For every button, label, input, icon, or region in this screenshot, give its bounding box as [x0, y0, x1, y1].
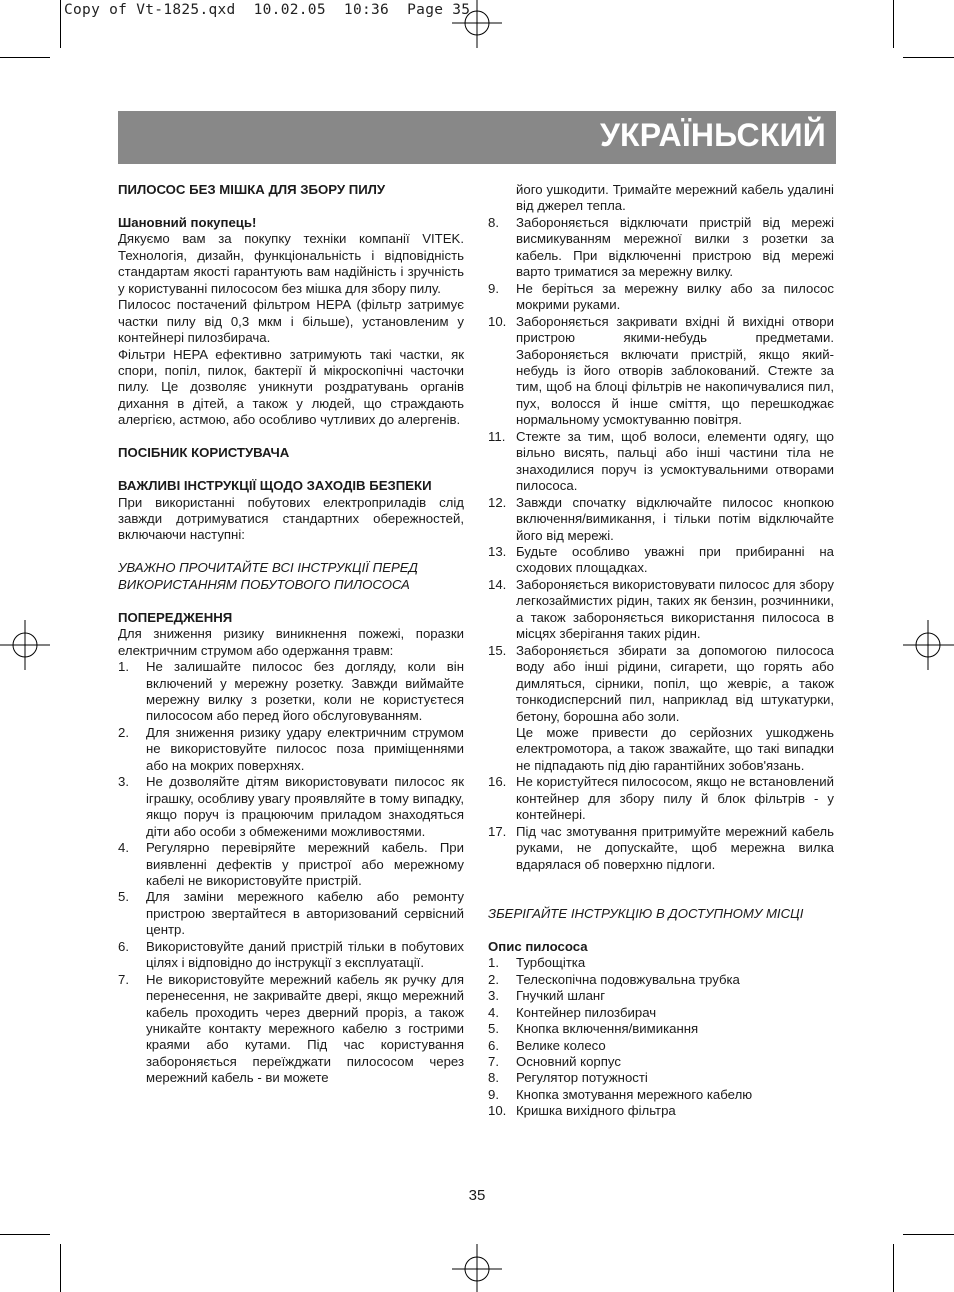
crop-mark	[903, 1234, 954, 1235]
part-item: 4. Контейнер пилозбирач	[488, 1004, 657, 1020]
item-text: Будьте особливо уважні при прибиранні на сходових площадках.	[516, 543, 834, 576]
item-text: Регулярно перевіряйте мережний кабель. При виявленні дефектів у пристрої або мережному кабелі не використовуйте пристрій.	[146, 840, 464, 888]
list-item	[488, 577, 834, 643]
item-text: Забороняється відключати пристрій від мережі висмикуванням мережної вилки з розетки за кабель. При відключенні пристрою від мережі варто триматися за мережну вилку.	[516, 214, 834, 280]
crop-mark	[893, 1244, 894, 1292]
safety-heading: ВАЖЛИВІ ІНСТРУКЦІЇ ЩОДО ЗАХОДІВ БЕЗПЕКИ	[118, 478, 432, 494]
crop-mark	[893, 0, 894, 48]
item-number: 3.	[118, 774, 129, 790]
list-item	[118, 725, 464, 774]
item-text: Завжди спочатку відключайте пилосос кнопкою включення/вимикання, і тільки потім відключайте його від мережі.	[516, 494, 834, 543]
guide-heading: ПОСІБНИК КОРИСТУВАЧА	[118, 445, 290, 461]
list-item	[118, 659, 464, 725]
item-text: Забороняється закривати вхідні й вихідні отвори пристрою якими-небудь предметами. Забороняється включати пристрій, якщо який-небудь із його отворів заблокований. Стежте за тим, щоб на блоці фільтрів не накопичувалися пил, пух, волосся й інше сміття, що перешкоджає нормальному усмоктуванню повітря.	[516, 313, 834, 428]
part-item: 9. Кнопка змотування мережного кабелю	[488, 1086, 753, 1102]
list-item	[488, 774, 834, 823]
left-column	[118, 182, 464, 1087]
registration-mark-left	[0, 620, 50, 670]
item-text: Стежте за тим, щоб волоси, елементи одягу, що вільно висять, пальці або інші частини тіла не знаходилися поруч із усмоктувальними отворами пилососа.	[516, 428, 834, 494]
part-item: 1. Турбощітка	[488, 955, 586, 971]
part-item: 5. Кнопка включення/вимикання	[488, 1021, 699, 1037]
list-item	[488, 544, 834, 577]
list-item	[118, 840, 464, 889]
item-number: 14.	[488, 576, 507, 592]
list-item	[488, 495, 834, 544]
safety-list	[118, 659, 464, 1087]
item-number: 15.	[488, 642, 507, 658]
item-number: 8.	[488, 214, 499, 230]
product-heading: ПИЛОСОС БЕЗ МІШКА ДЛЯ ЗБОРУ ПИЛУ	[118, 182, 386, 197]
item-number: 4.	[118, 840, 129, 856]
part-item: 10. Кришка вихідного фільтра	[488, 1103, 676, 1119]
part-item: 8. Регулятор потужності	[488, 1070, 648, 1086]
item-text: Забороняється використовувати пилосос для збору легкозаймистих рідин, таких як бензин, розчинники, а також забороняється використання пилососа в місцях зберігання таких рідин.	[516, 576, 834, 642]
list-item	[488, 824, 834, 873]
part-item: 6. Велике колесо	[488, 1037, 606, 1053]
part-item: 3. Гнучкий шланг	[488, 988, 606, 1004]
list-item	[118, 939, 464, 972]
list-item	[118, 774, 464, 840]
description-heading: Опис пилососа	[488, 938, 588, 954]
right-column	[488, 182, 834, 1120]
registration-mark-bottom	[452, 1244, 502, 1292]
item-text: Для заміни мережного кабелю або ремонту пристрою звертайтеся в авторизований сервісний центр.	[146, 889, 464, 938]
item-number: 11.	[488, 428, 506, 444]
item-number: 7.	[118, 971, 129, 987]
list-item	[488, 314, 834, 429]
list-item	[488, 215, 834, 281]
list-item	[488, 281, 834, 314]
item-text: Не дозволяйте дітям використовувати пилосос як іграшку, особливу увагу проявляйте в тому випадку, якщо поруч із працюючим приладом знаходяться діти або особи з обмеженими можливостями.	[146, 774, 464, 839]
item-number: 13.	[488, 543, 507, 559]
read-instructions-note: УВАЖНО ПРОЧИТАЙТЕ ВСІ ІНСТРУКЦІЇ ПЕРЕД ВИКОРИСТАННЯМ ПОБУТОВОГО ПИЛОСОСА	[118, 560, 418, 592]
item-number: 9.	[488, 280, 499, 296]
crop-mark	[60, 0, 61, 48]
part-label: Гнучкий шланг	[516, 988, 606, 1004]
safety-list-continued	[488, 182, 834, 873]
item-number: 6.	[118, 938, 129, 954]
part-label: Велике колесо	[516, 1037, 606, 1053]
parts-list	[488, 955, 834, 1120]
item-number: 1.	[118, 659, 129, 675]
crop-mark	[60, 1244, 61, 1292]
part-label: Кнопка змотування мережного кабелю	[516, 1086, 753, 1102]
item-text: Не залишайте пилосос без догляду, коли він включений у мережну розетку. Завжди виймайте мережну вилку з розетки, коли не користуєтеся пилососом або перед його обслуговуванням.	[146, 659, 464, 724]
part-label: Кнопка включення/вимикання	[516, 1021, 699, 1037]
registration-mark-right	[903, 620, 954, 670]
item-text: Забороняється збирати за допомогою пилососа воду або інші рідини, сигарети, що горять або димляться, сірники, попіл, що жевріє, а також тонкодисперсний пил, наприклад від штукатурки, бетону, борошна або золи.	[516, 642, 834, 724]
part-item: 2. Телескопічна подовжувальна трубка	[488, 971, 740, 987]
item-text: його ушкодити. Тримайте мережний кабель удалині від джерел тепла.	[516, 182, 834, 214]
language-title: УКРАЇНЬСКИЙ	[599, 117, 826, 153]
item-number: 12.	[488, 494, 507, 510]
list-item-continuation	[488, 182, 834, 215]
page-number: 35	[468, 1187, 486, 1204]
intro-paragraph: Пилосос постачений фільтром HEPA (фільтр затримує частки пилу від 0,3 мкм і більше), установленим у контейнері пилозбирача.	[118, 297, 464, 346]
safety-intro: При використанні побутових електроприладів слід завжди дотримуватися стандартних обережностей, включаючи наступні:	[118, 494, 464, 543]
crop-mark	[0, 1234, 50, 1235]
part-label: Регулятор потужності	[516, 1070, 648, 1086]
greeting: Шановний покупець!	[118, 214, 257, 230]
list-item	[488, 429, 834, 495]
crop-mark	[903, 57, 954, 58]
list-item	[118, 889, 464, 938]
language-banner	[118, 111, 836, 164]
item-number: 16.	[488, 774, 507, 790]
list-item	[118, 972, 464, 1087]
intro-paragraph: Фільтри HEPA ефективно затримують такі частки, як спори, попіл, пилок, бактерії й мікроскопічні часточки пилу. Це дозволяє уникнути роздратувань органів дихання в дітей, а також у людей, що страждають алергією, астмою, або особливо чутливих до алергенів.	[118, 346, 464, 428]
item-number: 17.	[488, 823, 507, 839]
intro-paragraph: Дякуємо вам за покупку техніки компанії VITEK. Технологія, дизайн, функціональність і відповідність стандартам якості гарантують вам надійність і зручність у користуванні пилососом без мішка для збору пилу.	[118, 231, 464, 296]
item-text: Не використовуйте мережний кабель як ручку для перенесення, не закривайте двері, якщо мережний кабель проходить через дверний проріз, а також уникайте контакту мережного кабелю з гострими краями або кутами. Під час користування забороняється переїжджати пилососом через мережний кабель - ви можете	[146, 971, 464, 1086]
warning-intro: Для зниження ризику виникнення пожежі, поразки електричним струмом або одержання травм:	[118, 626, 464, 658]
part-label: Контейнер пилозбирач	[516, 1004, 657, 1020]
part-item: 7. Основний корпус	[488, 1053, 621, 1069]
list-item-continuation	[488, 725, 834, 774]
item-text: Це може привести до серйозних ушкоджень електромотора, а також зважайте, що такі випадки не підпадають під дію гарантійних зобов'язань.	[516, 724, 834, 773]
item-number: 2.	[118, 724, 129, 740]
registration-mark-top	[452, 0, 502, 50]
item-text: Для зниження ризику удару електричним струмом не використовуйте пилосос поза приміщеннями або на мокрих поверхнях.	[146, 724, 464, 773]
item-number: 5.	[118, 889, 129, 905]
item-text: Використовуйте даний пристрій тільки в побутових цілях і відповідно до інструкції з експлуатації.	[146, 938, 464, 971]
warning-heading: ПОПЕРЕДЖЕННЯ	[118, 609, 233, 625]
part-label: Телескопічна подовжувальна трубка	[516, 971, 740, 987]
part-label: Турбощітка	[516, 955, 586, 971]
list-item	[488, 643, 834, 725]
crop-mark	[0, 57, 50, 58]
item-text: Не користуйтеся пилососом, якщо не встановлений контейнер для збору пилу й блок фільтрів - у контейнері.	[516, 774, 835, 823]
part-label: Основний корпус	[516, 1053, 621, 1069]
part-label: Кришка вихідного фільтра	[516, 1103, 676, 1119]
item-number: 10.	[488, 313, 507, 329]
item-text: Не беріться за мережну вилку або за пилосос мокрими руками.	[516, 280, 834, 313]
print-slug: Copy of Vt-1825.qxd 10.02.05 10:36 Page 35	[64, 2, 471, 18]
item-text: Під час змотування притримуйте мережний кабель руками, не допускайте, щоб мережна вилка вдарялася об поверхню підлоги.	[516, 823, 834, 872]
keep-instructions-note: ЗБЕРІГАЙТЕ ІНСТРУКЦІЮ В ДОСТУПНОМУ МІСЦІ	[488, 905, 804, 921]
